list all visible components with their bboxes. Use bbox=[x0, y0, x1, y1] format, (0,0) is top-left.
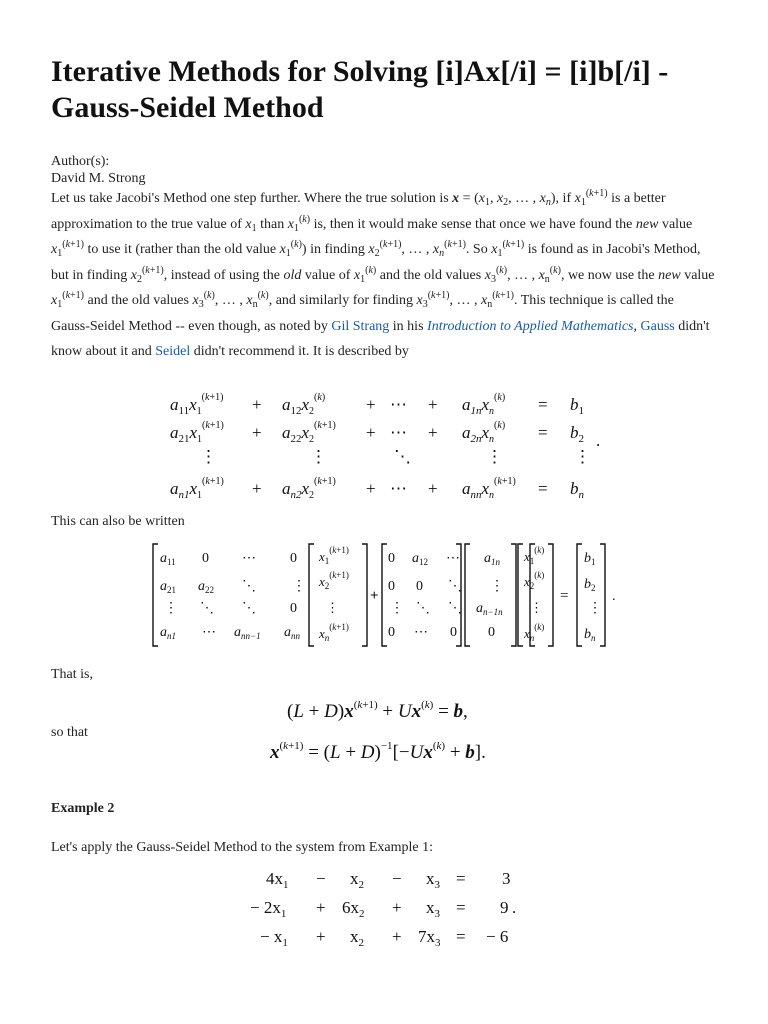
svg-text:a12x2(k): $a_{12}x_2^(k$) bbox=[282, 392, 326, 417]
svg-text:⋮: ⋮ bbox=[164, 601, 178, 616]
svg-text:ann−1: $a_{nn-1}$ bbox=[234, 625, 261, 641]
example-system bbox=[240, 862, 530, 954]
example-row1-c1: $4x_1$ bbox=[266, 869, 289, 891]
svg-text:.: . bbox=[596, 431, 601, 450]
svg-text:a12: $a_{12}$ bbox=[412, 551, 428, 567]
svg-text:0: 0 bbox=[388, 579, 395, 594]
svg-text:⋯: ⋯ bbox=[390, 395, 407, 414]
seidel-link[interactable]: Seidel bbox=[155, 344, 191, 359]
svg-text:⋮: ⋮ bbox=[486, 447, 503, 466]
svg-text:=: = bbox=[538, 479, 548, 498]
svg-text:x2: $x_2$ bbox=[350, 927, 364, 949]
svg-text:−: − bbox=[316, 869, 326, 888]
svg-text:+: + bbox=[428, 395, 438, 414]
example-heading: Example 2 bbox=[51, 801, 115, 816]
svg-text:⋮: ⋮ bbox=[530, 600, 543, 615]
svg-text:⋯: ⋯ bbox=[390, 479, 407, 498]
also-written-text: This can also be written bbox=[51, 514, 185, 529]
svg-text:⋮: ⋮ bbox=[326, 600, 339, 615]
svg-text:.: . bbox=[612, 589, 616, 604]
svg-text:− x1: − $x_1$ bbox=[260, 927, 288, 949]
svg-text:⋱: ⋱ bbox=[242, 579, 256, 594]
svg-text:b1: $b_1$ bbox=[584, 551, 596, 567]
svg-text:⋮: ⋮ bbox=[390, 601, 404, 616]
author-label: Author(s): bbox=[51, 154, 110, 169]
svg-text:an2x2(k+1): $a_{n2}x_2^(k+1$) bbox=[282, 476, 336, 501]
example-intro: Let's apply the Gauss-Seidel Method to the system from Example 1: bbox=[51, 840, 434, 855]
svg-text:− 2x1: − $2x_1$ bbox=[250, 898, 287, 920]
svg-text:a22x2(k+1): $a_{22}x_2^(k+1$) bbox=[282, 420, 336, 445]
svg-text:x(k+1) = (L + D)−1[−Ux(k) + b]: $x^(k+1) = (L + D)^{-1}[-Ux^(k) + b$]. bbox=[270, 740, 486, 763]
svg-text:⋯: ⋯ bbox=[446, 551, 460, 566]
ld-u-equation bbox=[285, 696, 495, 726]
book-link[interactable]: Introduction to Applied Mathematics bbox=[427, 318, 634, 334]
svg-text:x2(k): $x_2^(k$) bbox=[524, 570, 545, 591]
svg-text:0: 0 bbox=[290, 551, 297, 566]
svg-text:an1x1(k+1): $a_{n1}x_1^(k+1$) bbox=[170, 476, 224, 501]
svg-text:⋮: ⋮ bbox=[574, 447, 591, 466]
svg-text:+: + bbox=[252, 395, 262, 414]
svg-text:+: + bbox=[366, 479, 376, 498]
svg-text:xn(k): $x_n^(k$) bbox=[524, 622, 545, 643]
svg-text:bn: $b_n$ bbox=[570, 479, 584, 501]
svg-text:x1(k): $x_1^(k$) bbox=[524, 545, 545, 566]
svg-text:x3: $x_3$ bbox=[426, 869, 440, 891]
svg-text:+: + bbox=[370, 588, 379, 604]
svg-text:⋱: ⋱ bbox=[448, 579, 462, 594]
svg-text:a1nxn(k): $a_{1n}x_n^(k$) bbox=[462, 392, 506, 417]
svg-text:an1: $a_{n1}$ bbox=[160, 625, 176, 641]
svg-text:⋯: ⋯ bbox=[390, 423, 407, 442]
svg-text:0: 0 bbox=[290, 601, 297, 616]
svg-text:⋯: ⋯ bbox=[242, 551, 256, 566]
svg-text:0: 0 bbox=[202, 551, 209, 566]
gil-strang-link[interactable]: Gil Strang bbox=[331, 318, 390, 334]
gauss-link[interactable]: Gauss bbox=[640, 318, 675, 334]
svg-text:.: . bbox=[512, 898, 517, 917]
svg-text:⋯: ⋯ bbox=[202, 625, 216, 640]
svg-text:+: + bbox=[428, 479, 438, 498]
svg-text:=: = bbox=[538, 423, 548, 442]
svg-text:⋱: ⋱ bbox=[416, 601, 430, 616]
svg-text:annxn(k+1): $a_{nn}x_n^(k+1$) bbox=[462, 476, 516, 501]
svg-text:3: 3 bbox=[502, 869, 511, 888]
svg-text:+: + bbox=[428, 423, 438, 442]
svg-text:9: 9 bbox=[500, 898, 509, 917]
svg-text:=: = bbox=[456, 898, 466, 917]
svg-text:b2: $b_2$ bbox=[584, 577, 596, 593]
svg-text:+: + bbox=[392, 898, 402, 917]
svg-text:bn: $b_n$ bbox=[584, 627, 596, 643]
svg-text:a2nxn(k): $a_{2n}x_n^(k$) bbox=[462, 420, 506, 445]
svg-text:=: = bbox=[456, 927, 466, 946]
svg-text:+: + bbox=[252, 423, 262, 442]
svg-text:6x2: $6x_2$ bbox=[342, 898, 365, 920]
svg-text:⋮: ⋮ bbox=[310, 447, 327, 466]
svg-text:+: + bbox=[316, 927, 326, 946]
svg-text:(L + D)x(k+1) + Ux(k) = b,: (L + D)x(k+1) + Ux(k) = b, bbox=[287, 699, 468, 722]
svg-text:a21x1(k+1): $a_{21}x_1^(k+1$) bbox=[170, 420, 224, 445]
gauss-seidel-iteration-formula bbox=[268, 734, 508, 768]
svg-text:=: = bbox=[560, 588, 569, 604]
svg-text:+: + bbox=[316, 898, 326, 917]
svg-text:x3: $x_3$ bbox=[426, 898, 440, 920]
svg-text:⋱: ⋱ bbox=[200, 601, 214, 616]
svg-text:x2: $x_2$ bbox=[350, 869, 364, 891]
svg-text:⋱: ⋱ bbox=[242, 601, 256, 616]
svg-text:⋮: ⋮ bbox=[490, 579, 504, 594]
that-is-text: That is, bbox=[51, 667, 93, 682]
matrix-form-equation bbox=[150, 540, 620, 652]
svg-text:a1n: $a_{1n}$ bbox=[484, 551, 500, 567]
svg-text:b1: $b_1$ bbox=[570, 395, 584, 417]
svg-text:+: + bbox=[392, 927, 402, 946]
svg-text:x2(k+1): $x_2^(k+1$) bbox=[319, 570, 349, 591]
svg-text:⋮: ⋮ bbox=[292, 579, 306, 594]
svg-text:x1(k+1): $x_1^(k+1$) bbox=[319, 545, 349, 566]
svg-text:⋱: ⋱ bbox=[394, 447, 411, 466]
svg-text:+: + bbox=[366, 395, 376, 414]
svg-text:a11: $a_{11}$ bbox=[160, 551, 176, 567]
svg-text:−: − bbox=[392, 869, 402, 888]
svg-text:0: 0 bbox=[488, 625, 495, 640]
svg-text:− 6: − 6 bbox=[486, 927, 509, 946]
gauss-seidel-system bbox=[150, 384, 620, 502]
svg-text:a11x1(k+1): $a_{11}x_1^(k+1$) bbox=[170, 392, 224, 417]
svg-text:+: + bbox=[366, 423, 376, 442]
svg-text:⋯: ⋯ bbox=[414, 625, 428, 640]
svg-text:ann: $a_{nn}$ bbox=[284, 625, 300, 641]
svg-text:xn(k+1): $x_n^(k+1$) bbox=[319, 622, 349, 643]
author-name: David M. Strong bbox=[51, 171, 146, 186]
svg-text:=: = bbox=[456, 869, 466, 888]
svg-text:⋮: ⋮ bbox=[200, 447, 217, 466]
intro-paragraph: Let us take Jacobi's Method one step further. Where the true solution is $x = (x_1$, $x_2$, … , $x_n$), if $x_1^{(k+1)}$ is a better approximation to the true value of $x_1$ than $x_1^{(k)}$ is, then it would make sense that once we have found the new value $x_1^{(k+1)}$ to use it (rather than the old value $x_1^{(k)}$) in finding $x_2^{(k+1)}$, … , $x_n^{(k+1)}$. So $x_1^{(k+1)}$ is found as in Jacobi's Method, but in finding $x_2^{(k+1)}$, instead of using the old value of $x_1^{(k)}$ and the old values $x_3^{(k)}$, … , $x_n^{(k)}$, we now use the new value $x_1^{(k+1)}$ and the old values $x_3^{(k)}$, … , $x_n^{(k)}$, and similarly for finding $x_3^{(k+1)}$, … , $x_n^{(k+1)}$. This technique is called the Gauss-Seidel Method -- even though, as noted by Gil Strang in his Introduction to Applied Mathematics, Gauss didn't know about it and Seidel didn't recommend it. It is described by bbox=[51, 188, 715, 359]
svg-text:0: 0 bbox=[450, 625, 457, 640]
svg-text:0: 0 bbox=[388, 551, 395, 566]
svg-text:0: 0 bbox=[388, 625, 395, 640]
svg-text:7x3: $7x_3$ bbox=[418, 927, 441, 949]
svg-text:a21: $a_{21}$ bbox=[160, 579, 176, 595]
svg-text:+: + bbox=[252, 479, 262, 498]
svg-text:⋱: ⋱ bbox=[448, 601, 462, 616]
page-title: Iterative Methods for Solving [i]Ax[/i] = [i]b[/i] - Gauss-Seidel Method bbox=[51, 55, 669, 124]
svg-text:a22: $a_{22}$ bbox=[198, 579, 214, 595]
svg-text:0: 0 bbox=[416, 579, 423, 594]
svg-text:b2: $b_2$ bbox=[570, 423, 584, 445]
so-that-text: so that bbox=[51, 725, 88, 740]
svg-text:an−1n: $a_{n-1n}$ bbox=[476, 601, 503, 617]
svg-text:⋮: ⋮ bbox=[588, 601, 602, 616]
svg-text:=: = bbox=[538, 395, 548, 414]
